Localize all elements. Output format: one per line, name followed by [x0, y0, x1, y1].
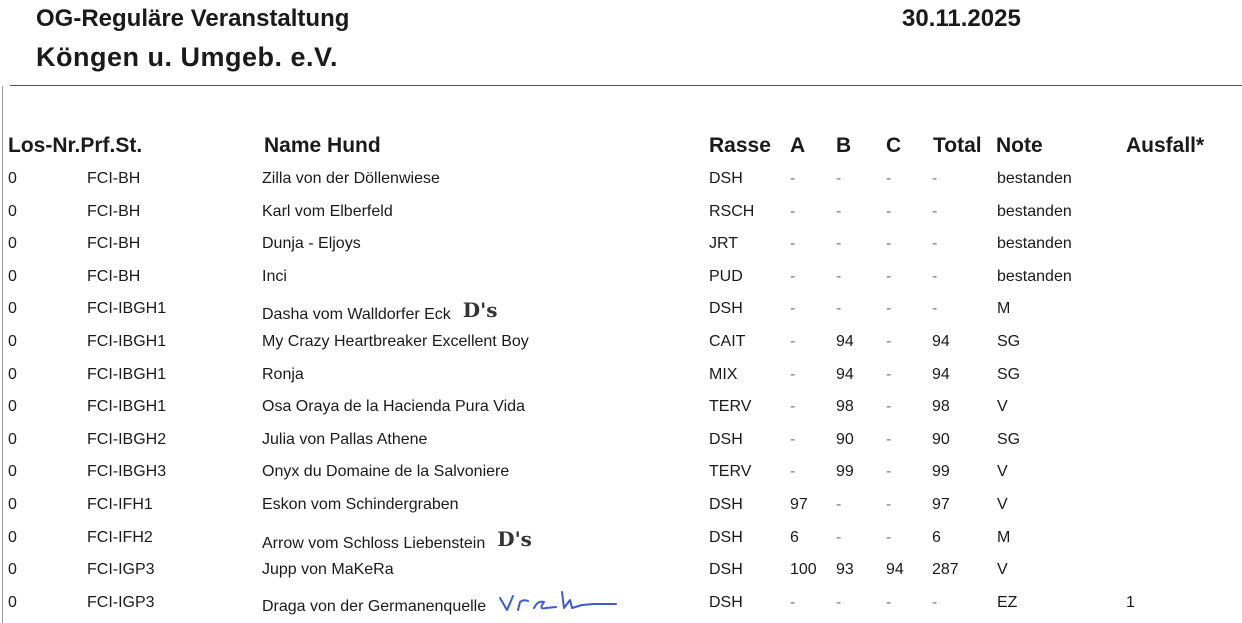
total-cell: [932, 170, 937, 188]
dog-name-cell: [262, 431, 427, 449]
dog-name-cell: [262, 268, 287, 286]
table-row: [0, 524, 1242, 557]
total-cell-text: 97: [932, 495, 950, 513]
table-row: [0, 295, 1242, 328]
los-nr-cell: [8, 333, 17, 351]
dog-name-cell-text: Draga von der Germanenquelle: [262, 597, 487, 615]
score-c-cell-text: -: [886, 398, 892, 416]
pruefungsstufe-cell: [87, 496, 153, 514]
los-nr-cell: [8, 268, 17, 286]
note-cell-text: V: [997, 561, 1008, 579]
note-cell-text: SG: [997, 332, 1021, 350]
score-c-cell: [886, 496, 891, 514]
rasse-cell: [709, 366, 737, 384]
los-nr-cell: [8, 170, 17, 188]
score-a-cell: [790, 300, 795, 318]
pruefungsstufe-cell-text: FCI-IBGH1: [87, 332, 167, 350]
dog-name-cell-text: Onyx du Domaine de la Salvoniere: [262, 463, 510, 481]
score-b-cell-text: 94: [836, 365, 854, 383]
los-nr-cell-text: 0: [8, 235, 17, 253]
score-a-cell: [790, 496, 808, 514]
total-cell-text: 94: [932, 365, 950, 383]
score-b-cell-text: 98: [836, 398, 854, 416]
col-header-total: Total: [933, 134, 982, 157]
handwritten-initials-mark: [498, 590, 618, 616]
dog-name-cell-text: Zilla von der Döllenwiese: [262, 170, 440, 187]
score-b-cell-text: -: [836, 528, 842, 546]
pruefungsstufe-cell-text: FCI-IBGH3: [87, 463, 167, 481]
score-a-cell: [790, 333, 795, 351]
pruefungsstufe-cell-text: FCI-IBGH2: [87, 430, 167, 448]
pruefungsstufe-cell: [87, 203, 140, 221]
score-c-cell-text: 94: [886, 561, 904, 579]
score-c-cell-text: -: [886, 495, 892, 513]
los-nr-cell: [8, 366, 17, 384]
pruefungsstufe-cell: [87, 398, 166, 416]
rasse-cell: [709, 398, 751, 416]
score-c-cell-text: -: [886, 300, 892, 318]
pruefungsstufe-cell: [87, 170, 140, 188]
score-a-cell-text: -: [790, 267, 796, 285]
total-cell: [932, 594, 937, 612]
score-c-cell: [886, 463, 891, 481]
dog-name-cell: [262, 170, 440, 188]
rasse-cell: [709, 170, 743, 188]
score-a-cell-text: 100: [790, 561, 817, 579]
score-a-cell: [790, 398, 795, 416]
total-cell: [932, 431, 950, 449]
score-a-cell: [790, 366, 795, 384]
los-nr-cell-text: 0: [8, 495, 17, 513]
note-cell-text: EZ: [997, 593, 1018, 611]
los-nr-cell: [8, 463, 17, 481]
score-a-cell-text: -: [790, 365, 796, 383]
score-c-cell-text: -: [886, 202, 892, 220]
los-nr-cell-text: 0: [8, 300, 17, 318]
los-nr-cell: [8, 300, 17, 318]
total-cell: [932, 496, 950, 514]
pruefungsstufe-cell-text: FCI-IBGH1: [87, 300, 167, 318]
score-b-cell-text: -: [836, 300, 842, 318]
dog-name-cell-text: Ronja: [262, 365, 304, 383]
total-cell-text: -: [932, 300, 938, 318]
note-cell-text: V: [997, 495, 1008, 513]
note-cell-text: bestanden: [997, 170, 1072, 187]
score-c-cell: [886, 529, 891, 547]
club-name: Köngen u. Umgeb. e.V.: [36, 42, 339, 72]
table-row: [0, 393, 1242, 426]
score-b-cell-text: -: [836, 495, 842, 513]
rasse-cell-text: JRT: [709, 235, 739, 253]
dog-name-cell-text: Karl vom Elberfeld: [262, 202, 393, 220]
rasse-cell: [709, 561, 743, 579]
note-cell: [997, 561, 1008, 579]
pruefungsstufe-cell: [87, 463, 166, 481]
los-nr-cell: [8, 398, 17, 416]
score-b-cell: [836, 235, 841, 253]
score-c-cell: [886, 300, 891, 318]
note-cell: [997, 366, 1020, 384]
dog-name-cell: [262, 300, 498, 324]
col-header-note: Note: [996, 134, 1043, 157]
pruefungsstufe-cell: [87, 561, 155, 579]
total-cell-text: 287: [932, 561, 959, 579]
los-nr-cell: [8, 431, 17, 449]
score-b-cell-text: -: [836, 593, 842, 611]
col-header-name: Name Hund: [264, 134, 381, 157]
total-cell-text: 99: [932, 463, 950, 481]
pruefungsstufe-cell: [87, 333, 166, 351]
event-title: OG-Reguläre Veranstaltung: [36, 5, 350, 32]
score-b-cell-text: 99: [836, 463, 854, 481]
score-a-cell-text: -: [790, 463, 796, 481]
rasse-cell-text: DSH: [709, 300, 743, 318]
score-c-cell-text: -: [886, 170, 892, 187]
table-row: [0, 198, 1242, 231]
note-cell-text: V: [997, 398, 1008, 416]
dog-name-cell: [262, 333, 529, 351]
dog-name-cell-text: Eskon vom Schindergraben: [262, 495, 459, 513]
handwritten-initials: D's: [462, 298, 498, 323]
los-nr-cell: [8, 529, 17, 547]
results-table: [0, 165, 1242, 621]
rasse-cell-text: DSH: [709, 593, 743, 611]
pruefungsstufe-cell-text: FCI-IBGH1: [87, 398, 167, 416]
total-cell-text: -: [932, 202, 938, 220]
score-c-cell: [886, 398, 891, 416]
rasse-cell: [709, 431, 743, 449]
pruefungsstufe-cell-text: FCI-IBGH1: [87, 365, 167, 383]
los-nr-cell-text: 0: [8, 332, 17, 350]
rasse-cell-text: PUD: [709, 267, 743, 285]
rasse-cell: [709, 594, 743, 612]
los-nr-cell-text: 0: [8, 365, 17, 383]
rasse-cell-text: DSH: [709, 495, 743, 513]
total-cell: [932, 333, 950, 351]
dog-name-cell: [262, 526, 532, 553]
total-cell: [932, 203, 937, 221]
score-b-cell-text: 94: [836, 332, 854, 350]
total-cell: [932, 398, 950, 416]
rasse-cell: [709, 529, 743, 547]
score-c-cell: [886, 561, 904, 579]
score-c-cell-text: -: [886, 332, 892, 350]
score-a-cell-text: -: [790, 202, 796, 220]
score-c-cell: [886, 366, 891, 384]
score-c-cell-text: -: [886, 365, 892, 383]
pruefungsstufe-cell-text: FCI-BH: [87, 235, 141, 253]
header-divider: [10, 85, 1242, 86]
note-cell-text: SG: [997, 365, 1021, 383]
los-nr-cell: [8, 561, 17, 579]
pruefungsstufe-cell-text: FCI-BH: [87, 267, 141, 285]
note-cell: [997, 463, 1008, 481]
score-a-cell: [790, 431, 795, 449]
table-row: [0, 491, 1242, 524]
col-header-ausfall: Ausfall*: [1126, 134, 1205, 157]
pruefungsstufe-cell-text: FCI-IFH1: [87, 495, 153, 513]
score-c-cell-text: -: [886, 430, 892, 448]
total-cell: [932, 300, 937, 318]
pruefungsstufe-cell-text: FCI-BH: [87, 170, 141, 187]
dog-name-cell-text: Dasha vom Walldorfer Eck: [262, 306, 451, 324]
total-cell: [932, 463, 950, 481]
score-a-cell-text: -: [790, 398, 796, 416]
dog-name-cell-text: My Crazy Heartbreaker Excellent Boy: [262, 332, 529, 350]
event-date: 30.11.2025: [902, 5, 1021, 32]
score-a-cell: [790, 170, 795, 188]
score-a-cell-text: 6: [790, 528, 799, 546]
score-b-cell-text: -: [836, 267, 842, 285]
los-nr-cell-text: 0: [8, 170, 17, 187]
score-a-cell-text: -: [790, 430, 796, 448]
score-a-cell-text: 97: [790, 495, 808, 513]
dog-name-cell: [262, 235, 361, 253]
rasse-cell-text: CAIT: [709, 332, 746, 350]
dog-name-cell: [262, 463, 509, 481]
pruefungsstufe-cell: [87, 268, 140, 286]
score-b-cell: [836, 594, 841, 612]
rasse-cell: [709, 463, 751, 481]
score-c-cell: [886, 268, 891, 286]
los-nr-cell: [8, 594, 17, 612]
table-row: [0, 328, 1242, 361]
pruefungsstufe-cell: [87, 300, 166, 318]
table-row: [0, 426, 1242, 459]
total-cell: [932, 268, 937, 286]
rasse-cell-text: TERV: [709, 463, 752, 481]
rasse-cell-text: MIX: [709, 365, 738, 383]
table-row: [0, 230, 1242, 263]
total-cell-text: 90: [932, 430, 950, 448]
col-header-c: C: [886, 134, 902, 157]
note-cell: [997, 496, 1008, 514]
score-c-cell: [886, 431, 891, 449]
dog-name-cell: [262, 203, 393, 221]
rasse-cell-text: TERV: [709, 398, 752, 416]
score-b-cell: [836, 529, 841, 547]
los-nr-cell: [8, 203, 17, 221]
rasse-cell-text: DSH: [709, 430, 743, 448]
dog-name-cell: [262, 561, 394, 579]
score-a-cell: [790, 203, 795, 221]
total-cell-text: 98: [932, 398, 950, 416]
rasse-cell: [709, 268, 743, 286]
col-header-b: B: [836, 134, 852, 157]
score-a-cell: [790, 561, 817, 579]
score-b-cell: [836, 170, 841, 188]
col-header-a: A: [790, 134, 806, 157]
note-cell-text: bestanden: [997, 267, 1072, 285]
score-b-cell-text: 90: [836, 430, 854, 448]
dog-name-cell: [262, 398, 525, 416]
los-nr-cell-text: 0: [8, 430, 17, 448]
rasse-cell-text: DSH: [709, 528, 743, 546]
los-nr-cell-text: 0: [8, 528, 17, 546]
table-row: [0, 361, 1242, 394]
handwritten-initials: D's: [497, 526, 532, 551]
score-c-cell: [886, 235, 891, 253]
score-c-cell-text: -: [886, 593, 892, 611]
score-b-cell: [836, 333, 854, 351]
note-cell: [997, 333, 1020, 351]
rasse-cell-text: RSCH: [709, 202, 755, 220]
dog-name-cell-text: Inci: [262, 267, 287, 285]
score-a-cell-text: -: [790, 170, 796, 187]
note-cell: [997, 203, 1072, 221]
rasse-cell: [709, 333, 745, 351]
dog-name-cell-text: Osa Oraya de la Hacienda Pura Vida: [262, 398, 525, 416]
table-row: [0, 556, 1242, 589]
note-cell: [997, 529, 1010, 547]
table-row: [0, 589, 1242, 622]
note-cell-text: V: [997, 463, 1008, 481]
total-cell: [932, 561, 959, 579]
total-cell-text: -: [932, 235, 938, 253]
total-cell: [932, 529, 941, 547]
score-b-cell: [836, 431, 854, 449]
score-c-cell-text: -: [886, 463, 892, 481]
rasse-cell: [709, 496, 743, 514]
table-row: [0, 263, 1242, 296]
score-a-cell-text: -: [790, 235, 796, 253]
note-cell-text: bestanden: [997, 235, 1072, 253]
ausfall-cell: [1126, 594, 1135, 612]
rasse-cell: [709, 203, 754, 221]
total-cell-text: -: [932, 170, 938, 187]
note-cell: [997, 431, 1020, 449]
score-b-cell: [836, 300, 841, 318]
score-a-cell: [790, 594, 795, 612]
total-cell-text: -: [932, 593, 938, 611]
rasse-cell: [709, 300, 743, 318]
dog-name-cell-text: Arrow vom Schloss Liebenstein: [262, 534, 486, 552]
score-c-cell: [886, 594, 891, 612]
score-b-cell-text: 93: [836, 561, 854, 579]
col-header-los-prf: Los-Nr.Prf.St.: [8, 134, 143, 157]
note-cell: [997, 594, 1017, 612]
score-a-cell: [790, 529, 799, 547]
los-nr-cell-text: 0: [8, 202, 17, 220]
score-c-cell-text: -: [886, 267, 892, 285]
note-cell-text: M: [997, 528, 1011, 546]
score-a-cell-text: -: [790, 300, 796, 318]
los-nr-cell: [8, 496, 17, 514]
pruefungsstufe-cell: [87, 431, 166, 449]
pruefungsstufe-cell: [87, 529, 153, 547]
score-a-cell: [790, 235, 795, 253]
pruefungsstufe-cell-text: FCI-IFH2: [87, 528, 153, 546]
pruefungsstufe-cell: [87, 366, 166, 384]
total-cell: [932, 235, 937, 253]
table-row: [0, 165, 1242, 198]
rasse-cell-text: DSH: [709, 170, 743, 187]
score-c-cell: [886, 203, 891, 221]
table-row: [0, 458, 1242, 491]
rasse-cell: [709, 235, 738, 253]
los-nr-cell-text: 0: [8, 267, 17, 285]
dog-name-cell: [262, 594, 618, 620]
pruefungsstufe-cell-text: FCI-BH: [87, 202, 141, 220]
note-cell: [997, 170, 1072, 188]
total-cell-text: -: [932, 267, 938, 285]
los-nr-cell-text: 0: [8, 463, 17, 481]
dog-name-cell-text: Dunja - Eljoys: [262, 235, 361, 253]
pruefungsstufe-cell-text: FCI-IGP3: [87, 593, 155, 611]
score-c-cell: [886, 333, 891, 351]
score-a-cell: [790, 463, 795, 481]
col-header-rasse: Rasse: [709, 134, 771, 157]
score-c-cell-text: -: [886, 235, 892, 253]
ausfall-cell-text: 1: [1126, 593, 1135, 611]
score-b-cell-text: -: [836, 235, 842, 253]
note-cell: [997, 398, 1008, 416]
note-cell: [997, 300, 1010, 318]
score-a-cell: [790, 268, 795, 286]
note-cell-text: M: [997, 300, 1011, 318]
score-b-cell-text: -: [836, 202, 842, 220]
dog-name-cell-text: Julia von Pallas Athene: [262, 430, 428, 448]
score-a-cell-text: -: [790, 593, 796, 611]
pruefungsstufe-cell: [87, 235, 140, 253]
score-b-cell: [836, 496, 841, 514]
score-c-cell-text: -: [886, 528, 892, 546]
score-b-cell: [836, 463, 854, 481]
score-b-cell: [836, 366, 854, 384]
total-cell-text: 6: [932, 528, 941, 546]
dog-name-cell: [262, 366, 304, 384]
score-b-cell: [836, 561, 854, 579]
los-nr-cell-text: 0: [8, 398, 17, 416]
dog-name-cell: [262, 496, 459, 514]
los-nr-cell-text: 0: [8, 561, 17, 579]
los-nr-cell: [8, 235, 17, 253]
score-b-cell-text: -: [836, 170, 842, 187]
score-b-cell: [836, 203, 841, 221]
pruefungsstufe-cell-text: FCI-IGP3: [87, 561, 155, 579]
note-cell-text: bestanden: [997, 202, 1072, 220]
note-cell: [997, 235, 1072, 253]
total-cell-text: 94: [932, 332, 950, 350]
pruefungsstufe-cell: [87, 594, 155, 612]
los-nr-cell-text: 0: [8, 593, 17, 611]
score-b-cell: [836, 268, 841, 286]
dog-name-cell-text: Jupp von MaKeRa: [262, 561, 394, 579]
total-cell: [932, 366, 950, 384]
score-c-cell: [886, 170, 891, 188]
rasse-cell-text: DSH: [709, 561, 743, 579]
note-cell: [997, 268, 1072, 286]
score-b-cell: [836, 398, 854, 416]
score-a-cell-text: -: [790, 332, 796, 350]
note-cell-text: SG: [997, 430, 1021, 448]
